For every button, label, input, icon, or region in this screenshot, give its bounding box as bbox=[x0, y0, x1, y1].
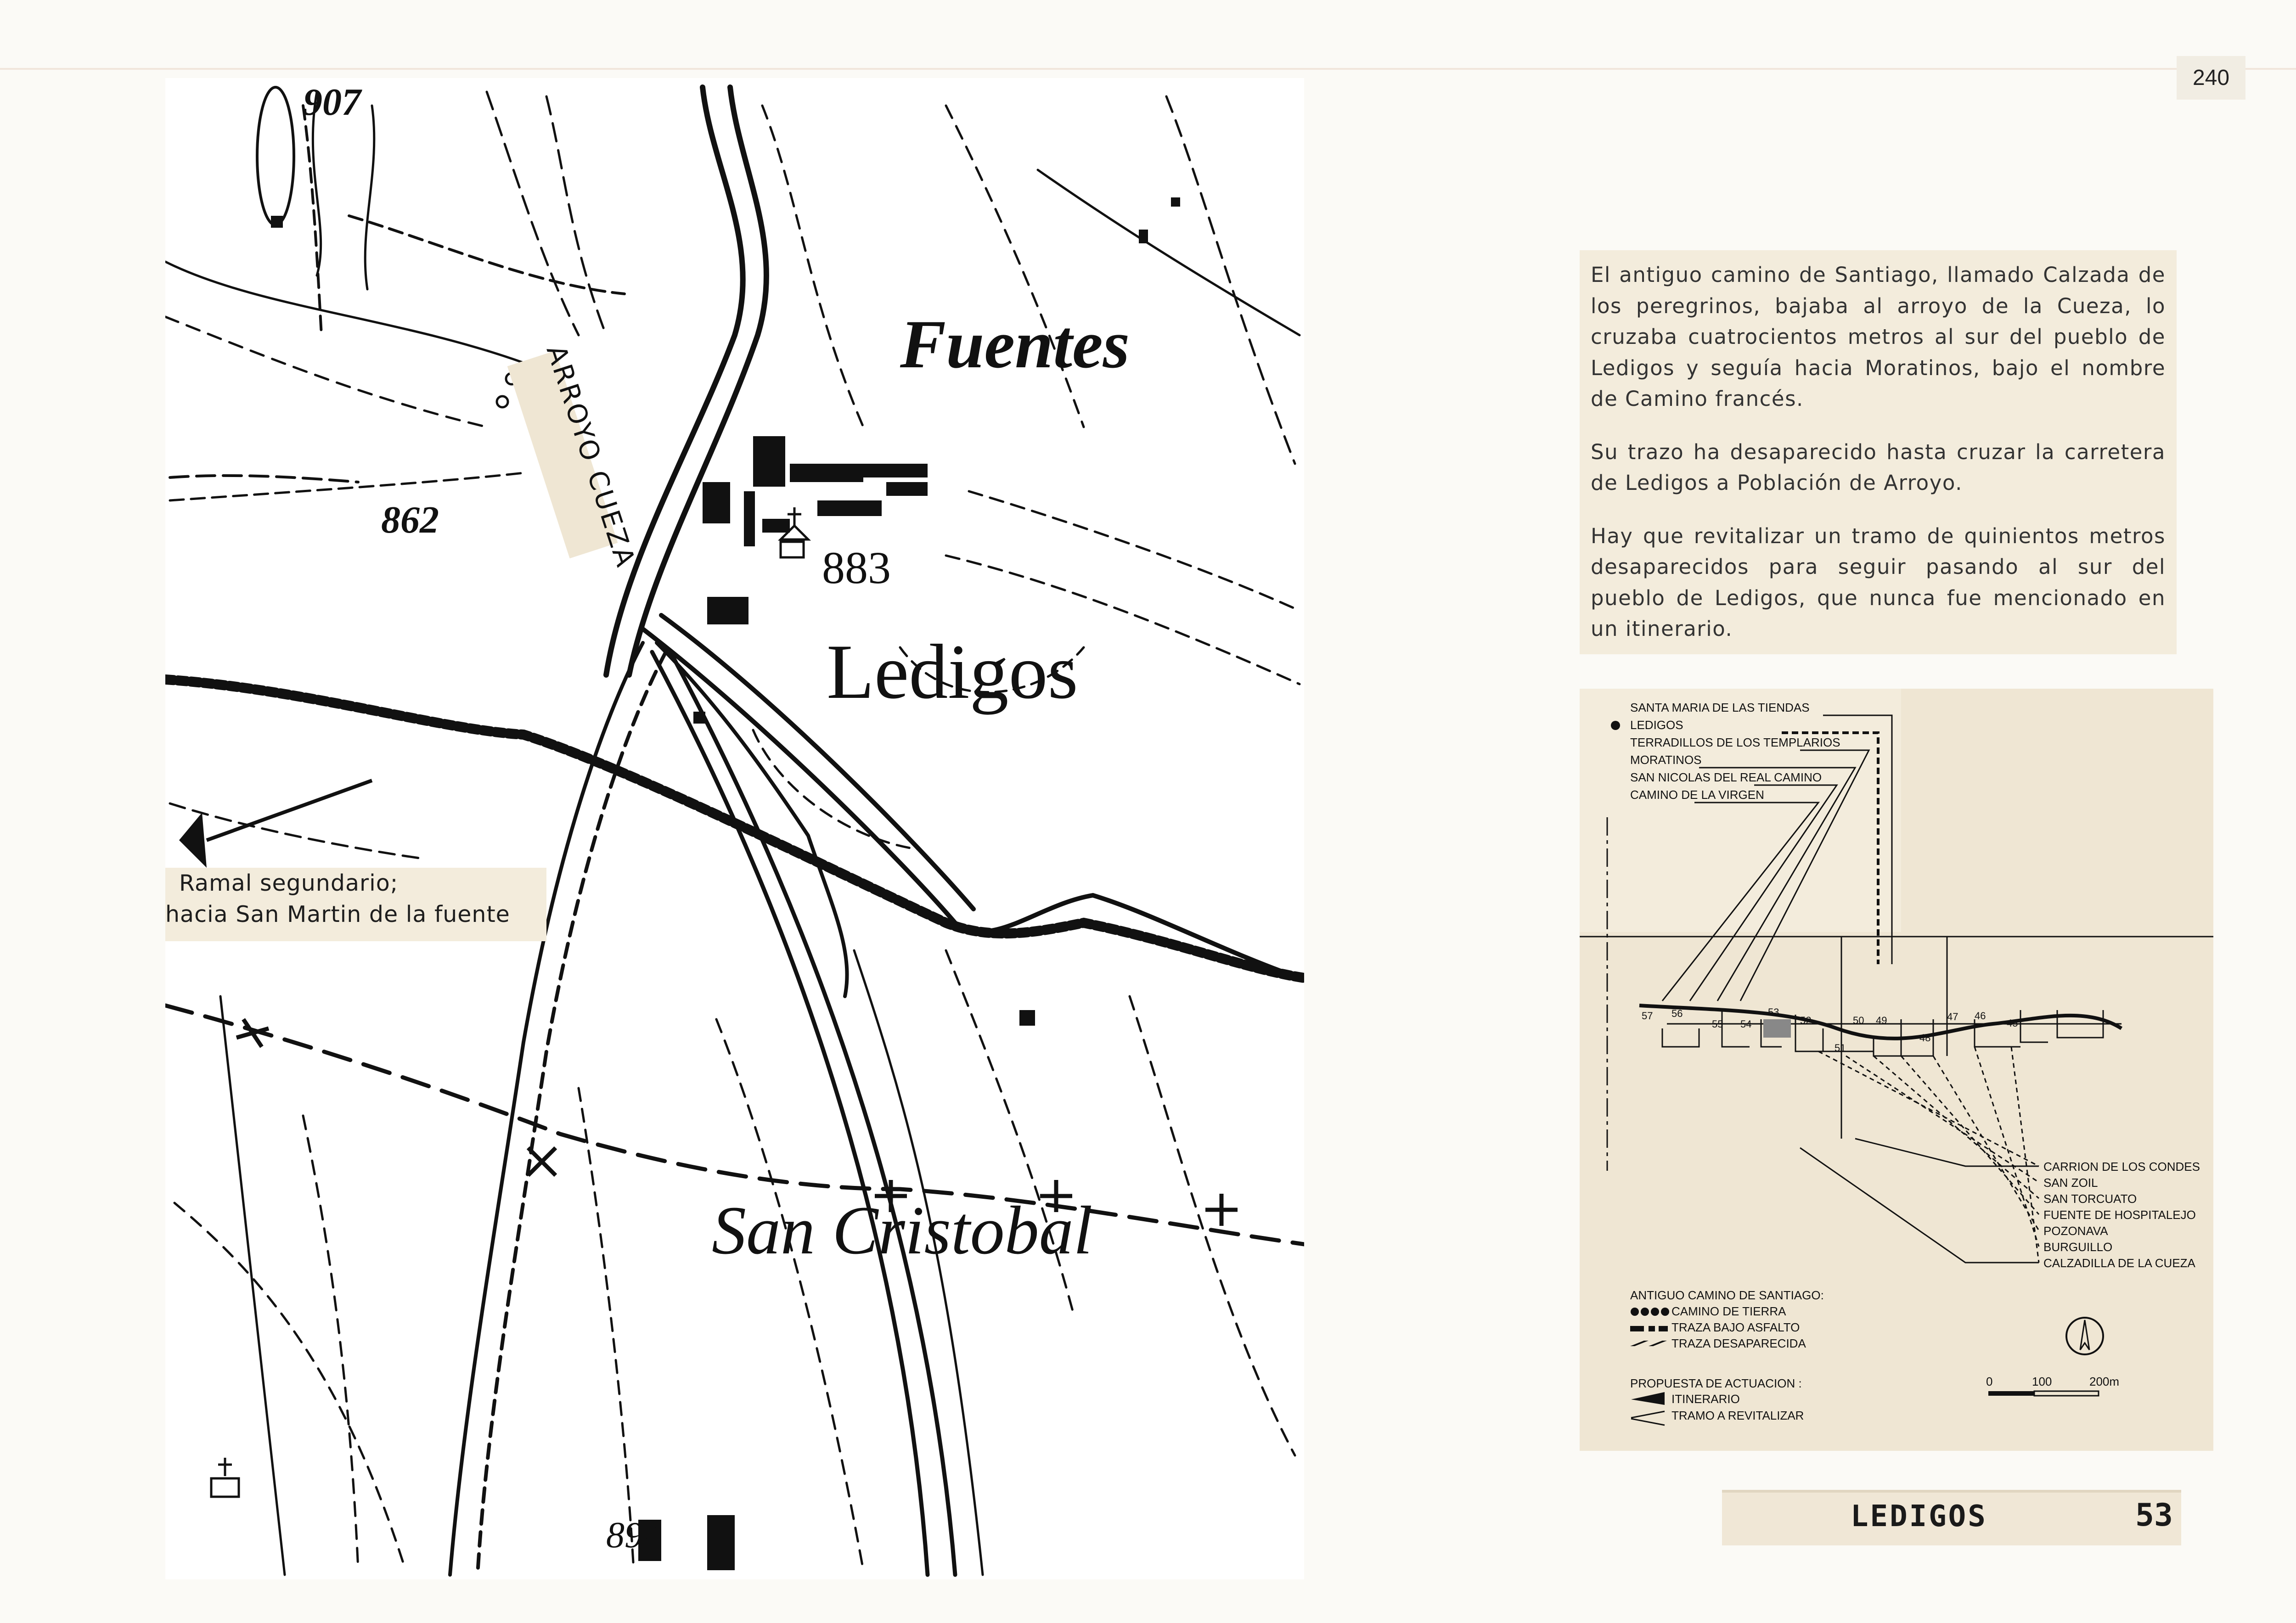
diagram-svg bbox=[1580, 689, 2213, 1451]
building bbox=[744, 491, 755, 546]
north-place-label: CAMINO DE LA VIRGEN bbox=[1630, 788, 1764, 802]
south-place-label: CALZADILLA DE LA CUEZA bbox=[2043, 1256, 2195, 1270]
building bbox=[817, 500, 882, 516]
sheet-number: 53 bbox=[1768, 1006, 1779, 1018]
stream-label: ARROYO CUEZA bbox=[540, 341, 642, 572]
north-place-label: LEDIGOS bbox=[1630, 718, 1683, 732]
contour-line bbox=[220, 996, 285, 1575]
paragraph-3: Hay que revitalizar un tramo de quinientos metros desaparecidos para seguir pasando al sur del pueblo de Ledigos, que nunca fue mencionado en un itinerario. bbox=[1591, 523, 2166, 641]
paragraph-2: Su trazo ha desaparecido hasta cruzar la carretera de Ledigos a Población de Arroyo. bbox=[1591, 439, 2166, 495]
contour-line bbox=[165, 262, 523, 363]
proposal-item: ITINERARIO bbox=[1671, 1392, 1740, 1406]
paragraph-1: El antiguo camino de Santiago, llamado Calzada de los peregrinos, bajaba al arroyo de la Cueza, lo cruzaba cuatrocientos metros al sur del pueblo de Ledigos y seguía hacia Moratinos, bajo el nombre de Camino francés. bbox=[1591, 263, 2166, 411]
building bbox=[707, 1515, 735, 1570]
contour-line bbox=[365, 106, 374, 289]
legend-item: TRAZA DESAPARECIDA bbox=[1671, 1337, 1806, 1350]
building bbox=[762, 519, 790, 533]
scale-label: 0 bbox=[1986, 1375, 1993, 1388]
sheet-number: 45 bbox=[2007, 1017, 2018, 1029]
contour-line bbox=[174, 1203, 404, 1566]
building bbox=[1139, 230, 1148, 243]
road bbox=[652, 652, 928, 1575]
north-place-label: MORATINOS bbox=[1630, 753, 1702, 767]
contour-line bbox=[487, 92, 579, 335]
footer-title: LEDIGOS bbox=[1851, 1499, 1987, 1533]
scale-label: 200m bbox=[2089, 1375, 2120, 1388]
page-number: 240 bbox=[2177, 56, 2245, 100]
north-place-label: SAN NICOLAS DEL REAL CAMINO bbox=[1630, 770, 1822, 784]
north-place-label: SANTA MARIA DE LAS TIENDAS bbox=[1630, 701, 1810, 714]
sheet-number: 51 bbox=[1835, 1042, 1846, 1054]
south-place-label: BURGUILLO bbox=[2043, 1240, 2113, 1254]
topographic-map bbox=[165, 78, 1304, 1579]
scale-label: 100 bbox=[2032, 1375, 2052, 1388]
ledigos-marker-icon bbox=[1611, 721, 1620, 730]
legend-item: CAMINO DE TIERRA bbox=[1671, 1304, 1786, 1318]
sheet-number: 49 bbox=[1876, 1015, 1887, 1026]
footer-page-number: 53 bbox=[2135, 1497, 2173, 1533]
north-place-label: TERRADILLOS DE LOS TEMPLARIOS bbox=[1630, 736, 1840, 749]
sheet-number: 50 bbox=[1853, 1015, 1864, 1026]
elevation-883: 883 bbox=[822, 542, 891, 593]
building bbox=[854, 464, 928, 477]
contour-line bbox=[762, 106, 863, 427]
cemetery-icon bbox=[211, 1478, 239, 1497]
elevation-907: 907 bbox=[303, 81, 361, 124]
contour-line bbox=[969, 491, 1300, 611]
place-san-cristobal: San Cristobal bbox=[712, 1192, 1093, 1269]
contour-line bbox=[546, 96, 606, 335]
branch-note bbox=[165, 868, 546, 941]
footer-bar bbox=[1722, 1490, 2181, 1545]
contour-line bbox=[170, 803, 422, 859]
sheet-number: 52 bbox=[1800, 1015, 1812, 1026]
building bbox=[703, 482, 730, 523]
top-rule bbox=[0, 68, 2296, 70]
description-panel bbox=[1580, 250, 2177, 654]
south-place-label: POZONAVA bbox=[2043, 1224, 2108, 1238]
building bbox=[707, 597, 748, 624]
sheet-number: 55 bbox=[1712, 1018, 1723, 1030]
sheet-number: 47 bbox=[1947, 1011, 1958, 1022]
building bbox=[1171, 197, 1180, 207]
south-place-label: SAN TORCUATO bbox=[2043, 1192, 2137, 1206]
sheet-number: 54 bbox=[1740, 1018, 1752, 1030]
dashed-path bbox=[170, 476, 358, 482]
contour-line bbox=[579, 1088, 634, 1570]
building bbox=[753, 436, 785, 487]
north-arrow-icon bbox=[179, 813, 207, 868]
contour-line bbox=[165, 317, 487, 427]
elevation-894: 894 bbox=[606, 1515, 661, 1556]
building bbox=[886, 482, 928, 496]
contour-line bbox=[170, 473, 523, 500]
sheet-number: 56 bbox=[1671, 1008, 1683, 1019]
elevation-862: 862 bbox=[381, 499, 439, 541]
main-road bbox=[629, 87, 766, 675]
map-svg bbox=[165, 78, 1304, 1579]
branch-note-line2: hacia San Martin de la fuente bbox=[165, 901, 510, 927]
contour-line bbox=[303, 1116, 358, 1570]
place-ledigos: Ledigos bbox=[827, 629, 1078, 715]
place-fuentes: Fuentes bbox=[900, 306, 1130, 382]
proposal-item: TRAMO A REVITALIZAR bbox=[1671, 1409, 1804, 1422]
legend-item: TRAZA BAJO ASFALTO bbox=[1671, 1320, 1800, 1334]
main-road bbox=[606, 87, 743, 675]
contour-line bbox=[1166, 96, 1295, 464]
south-place-label: SAN ZOIL bbox=[2043, 1176, 2098, 1190]
contour-line bbox=[1130, 996, 1295, 1455]
south-place-label: CARRION DE LOS CONDES bbox=[2043, 1160, 2200, 1174]
church-icon bbox=[781, 542, 804, 557]
branch-note-line1: Ramal segundario; bbox=[179, 870, 399, 896]
building bbox=[1019, 1010, 1035, 1026]
south-place-label: FUENTE DE HOSPITALEJO bbox=[2043, 1208, 2196, 1222]
building bbox=[790, 464, 863, 482]
building bbox=[693, 712, 705, 724]
sheet-number: 57 bbox=[1642, 1010, 1653, 1022]
route-diagram bbox=[1580, 689, 2213, 1451]
legend-title: ANTIGUO CAMINO DE SANTIAGO: bbox=[1630, 1288, 1824, 1302]
cemetery-icon bbox=[218, 1458, 232, 1476]
sheet-number: 48 bbox=[1919, 1032, 1931, 1044]
proposal-title: PROPUESTA DE ACTUACION : bbox=[1630, 1376, 1802, 1390]
dashed-path bbox=[349, 216, 625, 294]
scale-bar bbox=[1986, 1375, 2119, 1388]
sheet-number: 46 bbox=[1975, 1010, 1986, 1022]
